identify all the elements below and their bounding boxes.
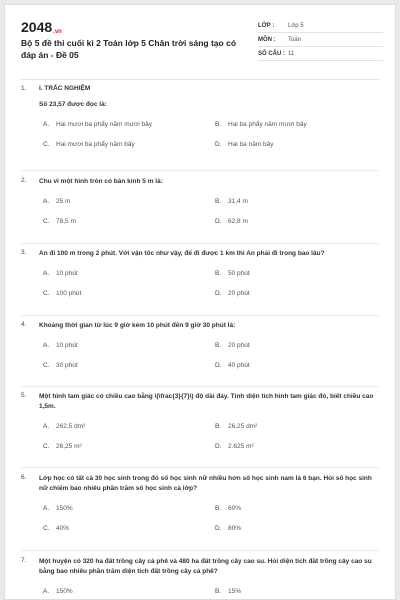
option-letter: B. xyxy=(215,121,222,128)
option-letter: A. xyxy=(43,342,50,349)
option-b[interactable] xyxy=(215,588,375,595)
option-letter: C. xyxy=(43,362,50,369)
option-text: 2.625 m² xyxy=(228,443,254,450)
option-text: 150% xyxy=(56,588,73,595)
option-b[interactable] xyxy=(215,505,375,512)
option-text: 26,25 m² xyxy=(56,443,82,450)
section-title: I. TRẮC NGHIỆM xyxy=(39,85,91,92)
question-divider xyxy=(21,467,379,468)
option-b[interactable] xyxy=(215,270,375,277)
option-letter: A. xyxy=(43,505,50,512)
question-number: 1. xyxy=(21,85,27,92)
option-b[interactable] xyxy=(215,121,375,128)
option-letter: D. xyxy=(215,290,222,297)
option-text: 10 phút xyxy=(56,270,78,277)
option-c[interactable] xyxy=(43,362,215,369)
question-number: 2. xyxy=(21,177,27,184)
option-text: Hai ba năm bảy xyxy=(228,141,274,148)
meta-label: SỐ CÂU : xyxy=(258,50,285,57)
option-text: 40 phút xyxy=(228,362,250,369)
options xyxy=(43,342,381,369)
option-text: 10 phút xyxy=(56,342,78,349)
option-c[interactable] xyxy=(43,443,215,450)
option-text: 26,25 dm² xyxy=(228,423,258,430)
meta-value: Lớp 5 xyxy=(288,22,304,29)
option-text: 50 phút xyxy=(228,270,250,277)
options xyxy=(43,198,381,225)
option-letter: C. xyxy=(43,290,50,297)
option-d[interactable] xyxy=(215,218,375,225)
question-number: 7. xyxy=(21,557,27,564)
exam-title: Bộ 5 đề thi cuối kì 2 Toán lớp 5 Chân trời sáng tạo có đáp án - Đề 05 xyxy=(21,38,237,60)
meta-value: Toán xyxy=(288,36,302,43)
option-letter: B. xyxy=(215,198,222,205)
question-4 xyxy=(21,321,381,369)
options xyxy=(43,270,381,297)
exam-page xyxy=(4,4,396,600)
option-letter: C. xyxy=(43,218,50,225)
option-d[interactable] xyxy=(215,443,375,450)
option-c[interactable] xyxy=(43,141,215,148)
question-2 xyxy=(21,177,381,225)
option-letter: C. xyxy=(43,443,50,450)
question-text: Chu vi một hình tròn có bán kính 5 m là: xyxy=(39,178,163,185)
option-d[interactable] xyxy=(215,290,375,297)
option-letter: D. xyxy=(215,218,222,225)
meta-row-subject xyxy=(258,33,383,47)
question-text: An đi 100 m trong 2 phút. Với vận tốc như vậy, để đi được 1 km thì An phải đi trong bao lâu? xyxy=(39,250,325,257)
question-6 xyxy=(21,474,381,532)
option-letter: C. xyxy=(43,141,50,148)
option-letter: D. xyxy=(215,525,222,532)
option-text: 80% xyxy=(228,525,242,532)
meta-row-count xyxy=(258,47,383,61)
option-text: 62,8 m xyxy=(228,218,248,225)
question-divider xyxy=(21,386,379,387)
option-text: Hai mươi ba phẩy năm mươi bảy xyxy=(56,121,152,128)
question-divider xyxy=(21,315,379,316)
meta-value: 11 xyxy=(288,50,295,57)
option-letter: A. xyxy=(43,270,50,277)
question-7 xyxy=(21,557,381,595)
option-letter: C. xyxy=(43,525,50,532)
option-text: 15% xyxy=(228,588,242,595)
option-c[interactable] xyxy=(43,290,215,297)
logo-text: 2048 xyxy=(21,19,53,35)
option-text: 100 phút xyxy=(56,290,82,297)
option-letter: B. xyxy=(215,270,222,277)
options xyxy=(43,121,381,148)
option-text: 20 phút xyxy=(228,342,250,349)
option-d[interactable] xyxy=(215,362,375,369)
options xyxy=(43,505,381,532)
question-number: 5. xyxy=(21,392,27,399)
option-letter: A. xyxy=(43,423,50,430)
page-header xyxy=(5,5,395,79)
question-divider xyxy=(21,243,379,244)
option-letter: B. xyxy=(215,342,222,349)
header-divider xyxy=(21,79,379,80)
option-c[interactable] xyxy=(43,218,215,225)
question-number: 4. xyxy=(21,321,27,328)
option-b[interactable] xyxy=(215,198,375,205)
question-number: 3. xyxy=(21,249,27,256)
question-text: Lớp học có tất cả 30 học sinh trong đó số học sinh nữ nhiều hơn số học sinh nam là 6 bạn. Hỏi số học sinh nữ chiếm bao nhiêu phần trăm số học sinh cả lớp? xyxy=(39,475,372,492)
option-text: 31,4 m xyxy=(228,198,248,205)
option-a[interactable] xyxy=(43,342,215,349)
option-letter: D. xyxy=(215,443,222,450)
option-letter: B. xyxy=(215,588,222,595)
meta-label: MÔN : xyxy=(258,36,276,43)
option-text: 25 m xyxy=(56,198,71,205)
option-a[interactable] xyxy=(43,121,215,128)
options xyxy=(43,588,381,595)
option-letter: B. xyxy=(215,423,222,430)
question-divider xyxy=(21,550,379,551)
site-logo[interactable] xyxy=(21,19,62,35)
option-text: Hai ba phẩy năm mươi bảy xyxy=(228,121,307,128)
option-d[interactable] xyxy=(215,141,375,148)
option-letter: D. xyxy=(215,362,222,369)
question-5 xyxy=(21,392,381,450)
option-text: 262,5 dm² xyxy=(56,423,86,430)
logo-suffix: .vn xyxy=(53,29,62,35)
option-text: 20 phút xyxy=(228,290,250,297)
option-letter: A. xyxy=(43,588,50,595)
option-text: 30 phút xyxy=(56,362,78,369)
question-text: Khoảng thời gian từ lúc 9 giờ kém 10 phút đến 9 giờ 30 phút là: xyxy=(39,322,236,329)
option-a[interactable] xyxy=(43,198,215,205)
option-b[interactable] xyxy=(215,342,375,349)
option-d[interactable] xyxy=(215,525,375,532)
exam-meta xyxy=(258,19,383,61)
question-text: Một hình tam giác có chiều cao bằng \(\frac{3}{7}\) độ dài đáy. Tính diện tích hình tam giác đó, biết chiều cao 1,5m. xyxy=(39,393,374,410)
option-c[interactable] xyxy=(43,525,215,532)
option-letter: B. xyxy=(215,505,222,512)
option-letter: D. xyxy=(215,141,222,148)
question-number: 6. xyxy=(21,474,27,481)
option-text: Hai mươi ba phẩy năm bảy xyxy=(56,141,135,148)
option-a[interactable] xyxy=(43,588,215,595)
option-a[interactable] xyxy=(43,423,215,430)
question-divider xyxy=(21,170,379,171)
option-text: 40% xyxy=(56,525,70,532)
option-a[interactable] xyxy=(43,505,215,512)
options xyxy=(43,423,381,450)
option-a[interactable] xyxy=(43,270,215,277)
meta-label: LỚP : xyxy=(258,22,275,29)
question-3 xyxy=(21,249,381,297)
question-text: Một huyện có 320 ha đất trồng cây cà phê và 480 ha đất trồng cây cao su. Hỏi diện tích đất trồng cây cao su bằng bao nhiêu phần trăm diện tích đất trồng cây cà phê? xyxy=(39,558,372,575)
option-b[interactable] xyxy=(215,423,375,430)
option-text: 150% xyxy=(56,505,73,512)
question-text: Số 23,57 được đọc là: xyxy=(39,101,107,108)
meta-row-grade xyxy=(258,19,383,33)
option-letter: A. xyxy=(43,198,50,205)
option-text: 78,5 m xyxy=(56,218,76,225)
option-text: 60% xyxy=(228,505,242,512)
question-1 xyxy=(21,85,381,148)
option-letter: A. xyxy=(43,121,50,128)
